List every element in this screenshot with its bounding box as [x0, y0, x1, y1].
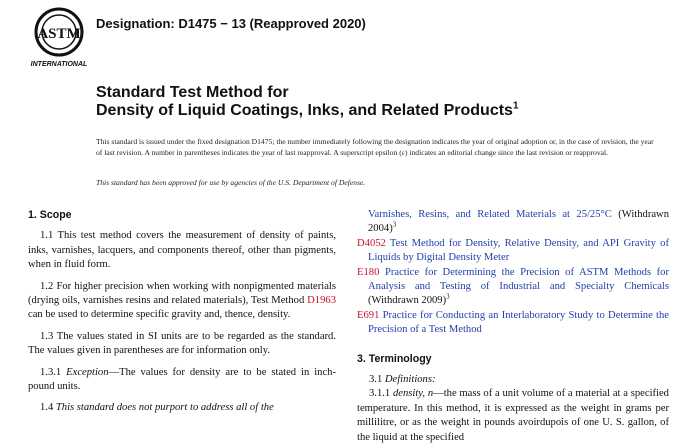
paragraph-1-3: 1.3 The values stated in SI units are to be regarded as the standard. The values given in parentheses are for information only.: [28, 330, 336, 357]
paragraph-1-4-number: 1.4: [40, 402, 56, 414]
reference-e691-title[interactable]: Practice for Conducting an Interlaboratory Study to Determine the Precision of a Test Method: [368, 309, 669, 336]
paragraph-1-3-1-number: 1.3.1: [40, 366, 67, 378]
reference-d4052-title[interactable]: Test Method for Density, Relative Density, and API Gravity of Liquids by Digital Density Meter: [368, 237, 669, 264]
paragraph-3-1-1-number: 3.1.1: [369, 388, 393, 400]
title-footnote-mark: 1: [512, 100, 519, 112]
approval-note: This standard has been approved for use by agencies of the U.S. Department of Defense.: [96, 178, 366, 187]
left-column: [28, 208, 336, 416]
title-line-1: Standard Test Method for: [96, 84, 289, 101]
paragraph-3-1: [357, 373, 669, 387]
astm-logo: [28, 6, 90, 68]
link-d1963[interactable]: D1963: [307, 295, 336, 307]
paragraph-1-1: 1.1 This test method covers the measurement of density of paints, inks, varnishes, lacquers, and components thereof, other than pigments, when in fluid form.: [28, 230, 336, 271]
exception-label: Exception: [66, 366, 109, 378]
reference-e180-withdrawn: (Withdrawn 2009): [368, 295, 447, 307]
right-column: [357, 208, 669, 445]
issue-note: This standard is issued under the fixed designation D1475; the number immediately following the designation indicates the year of original adoption or, in the case of revision, the year of last revision. A number in parentheses indicates the year of last reapproval. A superscript epsilon (ε) indicates an editorial change since the last revision or reapproval.: [96, 137, 654, 157]
paragraph-1-2: [28, 280, 336, 323]
terminology-heading: 3. Terminology: [357, 352, 432, 365]
reference-continuation: [357, 208, 669, 237]
link-e691[interactable]: E691: [357, 309, 380, 321]
reference-d4052: [357, 237, 669, 266]
paragraph-1-3-1-text: —The values for density are to be stated in inch-pound units.: [28, 366, 336, 393]
term-density: density, n: [392, 388, 434, 400]
link-e180[interactable]: E180: [357, 266, 380, 278]
title-line-2: [96, 102, 519, 120]
footnote-ref: 3: [392, 220, 397, 229]
logo-text: ASTM: [37, 26, 81, 42]
title-text: Density of Liquid Coatings, Inks, and Related Products: [96, 102, 513, 119]
definitions-label: Definitions:: [384, 374, 436, 386]
link-d4052[interactable]: D4052: [357, 237, 386, 249]
reference-continuation-withdrawn: (Withdrawn 2004): [368, 209, 669, 235]
reference-continuation-text[interactable]: Varnishes, Resins, and Related Materials at 25/25°C: [368, 209, 612, 220]
paragraph-3-1-1: [357, 387, 669, 445]
scope-heading: 1. Scope: [28, 209, 72, 221]
paragraph-1-4: [28, 401, 336, 415]
paragraph-1-4-text: This standard does not purport to address all of the: [55, 402, 274, 414]
paragraph-1-2-text: 1.2 For higher precision when working with nonpigmented materials (drying oils, varnishes resins and related materials), Test Method: [28, 280, 336, 307]
reference-e180: [357, 266, 669, 309]
logo-subtext: INTERNATIONAL: [30, 61, 88, 68]
designation: Designation: D1475 − 13 (Reapproved 2020): [96, 16, 366, 31]
paragraph-3-1-number: 3.1: [369, 374, 385, 386]
reference-e180-title[interactable]: Practice for Determining the Precision of ASTM Methods for Analysis and Testing of Industrial and Specialty Chemicals: [368, 266, 669, 293]
paragraph-1-3-1: [28, 366, 336, 395]
paragraph-1-2-text-end: can be used to determine specific gravity and, thence, density.: [28, 309, 291, 321]
paragraph-3-1-1-text: —the mass of a unit volume of a material at a specified temperature. In this method, it is expressed as the weight in grams per millilitre, or as the weight in pounds avoirdupois of one U. S. gallon, of the liquid at the specified: [357, 388, 669, 443]
footnote-ref: 3: [446, 292, 450, 301]
reference-e691: [357, 309, 669, 338]
